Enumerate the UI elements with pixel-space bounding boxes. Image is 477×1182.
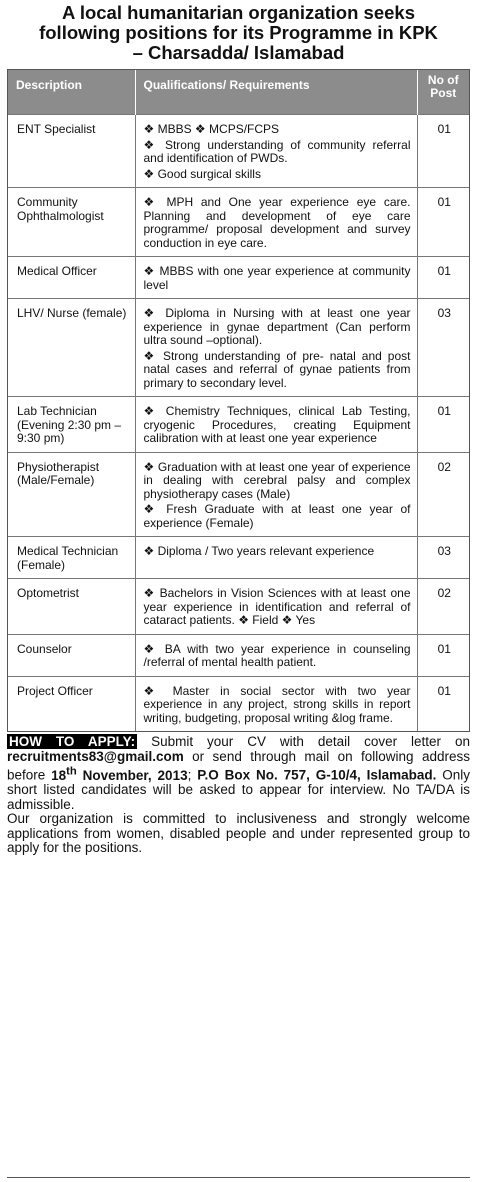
table-body [8,115,469,732]
deadline-month-year: November, 2013 [76,767,188,783]
requirement-item: ❖ Good surgical skills [143,166,261,181]
apply-deadline [51,765,188,783]
number-of-posts: 02 [417,579,469,635]
table-row [8,634,469,676]
requirement-item: ❖ MBBS ❖ MCPS/FCPS [143,122,280,136]
table-row [8,676,469,731]
number-of-posts: 01 [417,397,469,453]
table-row [8,257,469,299]
requirement-item: ❖ MBBS with one year experience at community level [143,264,411,292]
requirement-item: ❖ Diploma / Two years relevant experience [143,544,375,558]
apply-text-3: ; [187,767,198,783]
requirement-item: ❖ MPH and One year experience eye care. Planning and development of eye care programme/ proposal development and survey conduction in eye care. [143,195,411,250]
apply-text-1: Submit your CV with detail cover letter on [137,734,470,749]
position-requirements [135,299,417,397]
requirement-item: ❖ Master in social sector with two year experience in any project, strong skills in report writing, budgeting, proposal writing &log frame. [143,683,411,725]
position-title: Medical Officer [8,257,135,299]
table-row [8,579,469,635]
deadline-day: 18 [51,767,67,783]
header-posts-line-2: Post [430,86,457,100]
apply-address: P.O Box No. 757, G-10/4, Islamabad. [197,767,437,783]
table-row [8,397,469,453]
number-of-posts: 01 [417,634,469,676]
position-requirements [135,634,417,676]
requirement-item: ❖ Bachelors in Vision Sciences with at least one year experience in identification and referral of cataract patients. ❖ Field ❖ Yes [143,586,411,627]
position-title: ENT Specialist [8,115,135,188]
position-requirements [135,115,417,188]
requirement-item: ❖ BA with two year experience in counseling /referral of mental health patient. [143,641,411,669]
position-requirements [135,579,417,635]
how-to-apply-label: HOW TO APPLY: [9,734,136,749]
requirement-item: ❖ Chemistry Techniques, clinical Lab Testing, cryogenic Procedures, creating Equipment calibration with at least one year experience [143,404,411,445]
requirement-item: ❖ Graduation with at least one year of experience in dealing with cerebral palsy and complex physiotherapy cases (Male) [143,459,411,501]
number-of-posts: 01 [417,676,469,731]
position-title: Counselor [8,634,135,676]
table-row [8,452,469,537]
headline [0,0,477,63]
header-posts-line-1: No of [427,73,459,87]
table-row [8,188,469,257]
position-title: LHV/ Nurse (female) [8,299,135,397]
apply-text-4: Only short listed candidates will be asked to appear for interview. No TA/DA is admissible. [7,767,470,812]
position-title: Lab Technician (Evening 2:30 pm –9:30 pm) [8,397,135,453]
table-row [8,115,469,188]
headline-line-2: following positions for its Programme in KPK [39,22,438,43]
number-of-posts: 02 [417,452,469,537]
requirement-item: ❖ Fresh Graduate with at least one year of experience (Female) [143,502,411,530]
number-of-posts: 01 [417,115,469,188]
deadline-suffix: th [66,765,77,777]
number-of-posts: 03 [417,299,469,397]
number-of-posts: 01 [417,257,469,299]
apply-text-2: or send through mail on following address before [7,748,470,783]
position-requirements [135,397,417,453]
position-requirements [135,452,417,537]
position-requirements [135,537,417,579]
apply-email: recruitments83@gmail.com [7,748,184,764]
requirement-item: ❖ Strong understanding of community referral and identification of PWDs. [143,137,411,165]
header-description: Description [8,70,135,115]
positions-table-wrapper [7,69,470,732]
position-title: Project Officer [8,676,135,731]
headline-line-1: A local humanitarian organization seeks [62,2,415,23]
table-row [8,537,469,579]
positions-table [8,70,469,731]
number-of-posts: 03 [417,537,469,579]
inclusiveness-note: Our organization is committed to inclusiveness and strongly welcome applications from women, disabled people and under represented group to apply for the positions. [7,811,470,855]
position-requirements [135,676,417,731]
position-title: Medical Technician (Female) [8,537,135,579]
headline-line-3: – Charsadda/ Islamabad [132,42,345,63]
position-title: Community Ophthalmologist [8,188,135,257]
how-to-apply-paragraph [7,735,470,812]
position-title: Optometrist [8,579,135,635]
number-of-posts: 01 [417,188,469,257]
requirement-item: ❖ Strong understanding of pre- natal and post natal cases and referral of gynae patients from primary to secondary level. [143,348,411,390]
requirement-item: ❖ Diploma in Nursing with at least one year experience in gynae department (Can perform ultra sound –optional). [143,306,411,347]
table-header-row [8,70,469,115]
table-row [8,299,469,397]
position-requirements [135,257,417,299]
header-qualifications: Qualifications/ Requirements [135,70,417,115]
bottom-divider [7,1177,470,1178]
header-posts [417,70,469,115]
position-title: Physiotherapist (Male/Female) [8,452,135,537]
position-requirements [135,188,417,257]
